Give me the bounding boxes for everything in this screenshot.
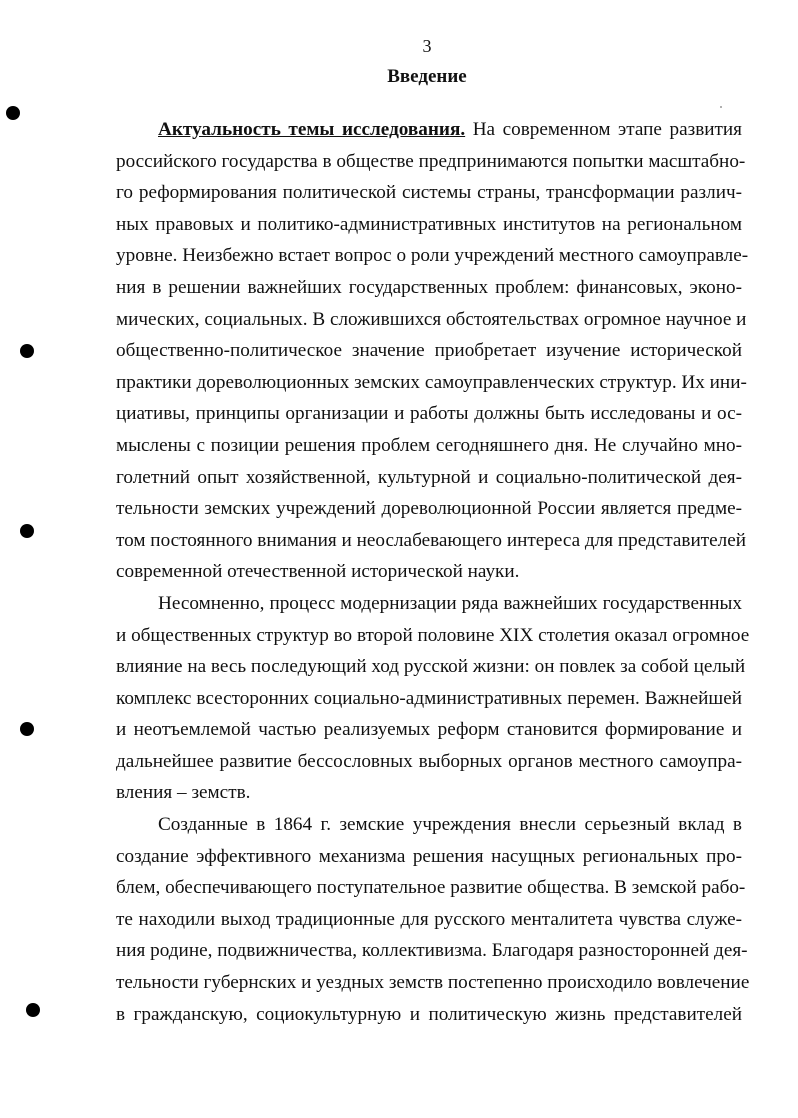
text-line: тельности губернских и уездных земств постепенно происходило вовлечение bbox=[116, 972, 750, 994]
text-line: ных правовых и политико-административных институтов на региональном bbox=[116, 213, 742, 235]
text-line: блем, обеспечивающего поступательное развитие общества. В земской рабо- bbox=[116, 877, 746, 899]
text-line: комплекс всесторонних социально-административных перемен. Важнейшей bbox=[116, 687, 742, 709]
binding-hole bbox=[20, 524, 34, 538]
page-title: Введение bbox=[387, 66, 467, 87]
text-line: голетний опыт хозяйственной, культурной и социально-политической дея- bbox=[116, 466, 742, 488]
binding-hole bbox=[20, 344, 34, 358]
text-line: и общественных структур во второй половине XIX столетия оказал огромное bbox=[116, 624, 750, 646]
text-line: дальнейшее развитие бессословных выборных органов местного самоупра- bbox=[116, 750, 742, 772]
binding-hole bbox=[26, 1003, 40, 1017]
text-line: том постоянного внимания и неослабевающего интереса для представителей bbox=[116, 529, 747, 551]
text-line: го реформирования политической системы страны, трансформации различ- bbox=[116, 182, 742, 204]
text-line: влияние на весь последующий ход русской жизни: он повлек за собой целый bbox=[116, 656, 746, 678]
document-body bbox=[116, 114, 750, 1030]
scan-speck bbox=[720, 106, 722, 108]
text-line: российского государства в обществе предпринимаются попытки масштабно- bbox=[116, 150, 746, 172]
text-line: мических, социальных. В сложившихся обстоятельствах огромное научное и bbox=[116, 308, 747, 330]
text-line: уровне. Неизбежно встает вопрос о роли учреждений местного самоуправле- bbox=[116, 245, 749, 267]
text-line: практики дореволюционных земских самоуправленческих структур. Их ини- bbox=[116, 371, 747, 393]
text-line: ния в решении важнейших государственных проблем: финансовых, эконо- bbox=[116, 276, 742, 298]
text-line: мыслены с позиции решения проблем сегодняшнего дня. Не случайно мно- bbox=[116, 434, 742, 456]
binding-hole bbox=[6, 106, 20, 120]
binding-hole bbox=[20, 722, 34, 736]
text-line: вления – земств. bbox=[116, 782, 251, 804]
text-line: Актуальность темы исследования. На современном этапе развития bbox=[158, 119, 742, 140]
page-number: 3 bbox=[422, 36, 432, 56]
text-line: Созданные в 1864 г. земские учреждения внесли серьезный вклад в bbox=[158, 814, 742, 836]
text-line: те находили выход традиционные для русского менталитета чувства служе- bbox=[116, 908, 742, 930]
text-line: и неотъемлемой частью реализуемых реформ становится формирование и bbox=[116, 719, 742, 741]
section-lead: Актуальность темы исследования. bbox=[158, 119, 466, 140]
text-line: современной отечественной исторической науки. bbox=[116, 561, 520, 583]
text-line: ния родине, подвижничества, коллективизма. Благодаря разносторонней дея- bbox=[116, 940, 748, 962]
text-line: создание эффективного механизма решения насущных региональных про- bbox=[116, 845, 742, 867]
text-line: в гражданскую, социокультурную и политическую жизнь представителей bbox=[116, 1003, 742, 1025]
text-line: Несомненно, процесс модернизации ряда важнейших государственных bbox=[158, 592, 742, 614]
text-line: циативы, принципы организации и работы должны быть исследованы и ос- bbox=[116, 403, 742, 425]
text-line: тельности земских учреждений дореволюционной России является предме- bbox=[116, 498, 742, 520]
text-line: общественно-политическое значение приобретает изучение исторической bbox=[116, 340, 742, 362]
